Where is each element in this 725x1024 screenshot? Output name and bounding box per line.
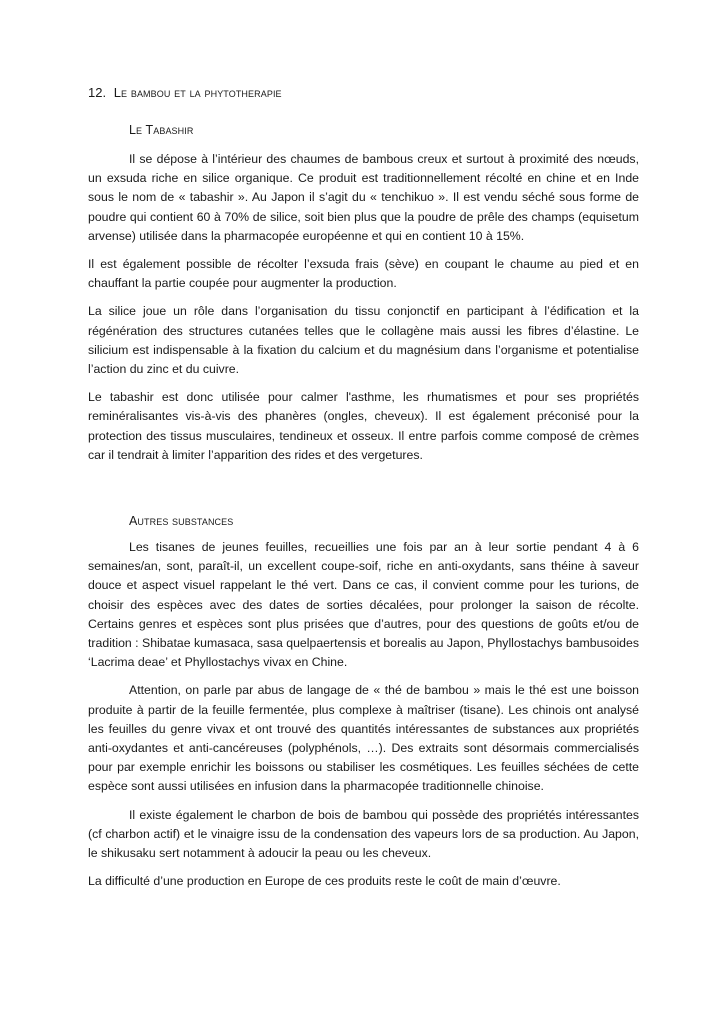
document-page — [88, 84, 639, 901]
autres-heading: Autres substances — [129, 514, 234, 529]
tabashir-paragraph-1: Il se dépose à l’intérieur des chaumes de bambous creux et surtout à proximité des nœuds, un exsuda riche en silice organique. Ce produit est traditionnellement récolté en chine et en Inde sous le nom de « tabashir ». Au Japon il s’agit du « tenchikuo ». Il est vendu séché sous forme de poudre qui contient 60 à 70% de silice, soit bien plus que la poudre de prêle des champs (equisetum arvense) utilisée dans la pharmacopée européenne et qui en contient 10 à 15%. — [88, 152, 639, 243]
section-spacer — [88, 474, 639, 512]
autres-paragraph-4: La difficulté d’une production en Europe de ces produits reste le coût de main d’œuvre. — [88, 874, 561, 889]
tabashir-heading: Le Tabashir — [129, 123, 194, 137]
tabashir-paragraph-3: La silice joue un rôle dans l’organisation du tissu conjonctif en participant à l’édification et la régénération des structures cutanées telles que le collagène mais aussi les fibres d’élastine. Le silicium est indispensable à la fixation du calcium et du magnésium dans l’organisme et potentialise l’action du zinc et du cuivre. — [88, 304, 639, 377]
autres-paragraph-3: Il existe également le charbon de bois de bambou qui possède des propriétés intéressantes (cf charbon actif) et le vinaigre issu de la condensation des vapeurs lors de sa production. Au Japon, le shikusaku sert notamment à adoucir la peau ou les cheveux. — [88, 807, 639, 861]
section-title: Le bambou et la phytotherapie — [113, 85, 282, 100]
section-number: 12. — [88, 85, 107, 100]
autres-paragraph-2: Attention, on parle par abus de langage de « thé de bambou » mais le thé est une boisson produite à partir de la feuille fermentée, plus complexe à maîtriser (tisane). Les chinois ont analysé les feuilles du genre vivax et ont trouvé des quantités intéressantes de substances aux propriétés anti-oxydantes et anti-cancéreuses (polyphénols, …). Des extraits sont désormais commercialisés pour par exemple enrichir les boissons ou stabiliser les cosmétiques. Les feuilles séchées de cette espèce sont aussi utilisées en infusion dans la pharmacopée traditionnelle chinoise. — [88, 683, 639, 794]
tabashir-paragraph-2: Il est également possible de récolter l’exsuda frais (sève) en coupant le chaume au pied et en chauffant la partie coupée pour augmenter la production. — [88, 257, 639, 291]
autres-paragraph-1: Les tisanes de jeunes feuilles, recueillies une fois par an à leur sortie pendant 4 à 6 semaines/an, sont, paraît-il, un excellent coupe-soif, riche en anti-oxydants, sans théine à saveur douce et aspect visuel rappelant le thé vert. Dans ce cas, il convient comme pour les turions, de choisir des espèces avec des dates de sorties décalées, pour prolonger la saison de récolte. Certains genres et espèces sont plus prisées que d’autres, pour des questions de goûts et/ou de tradition : Shibatae kumasaca, sasa quelpaertensis et borealis au Japon, Phyllostachys bambusoides ‘Lacrima deae’ et Phyllostachys vivax en Chine. — [88, 540, 639, 670]
tabashir-paragraph-4: Le tabashir est donc utilisée pour calmer l'asthme, les rhumatismes et pour ses propriétés reminéralisantes vis-à-vis des phanères (ongles, cheveux). Il est également préconisé pour la protection des tissus musculaires, tendineux et osseux. Il entre parfois comme composé de crèmes car il tendrait à limiter l’apparition des rides et des vergetures. — [88, 390, 639, 462]
section-heading — [88, 84, 639, 102]
